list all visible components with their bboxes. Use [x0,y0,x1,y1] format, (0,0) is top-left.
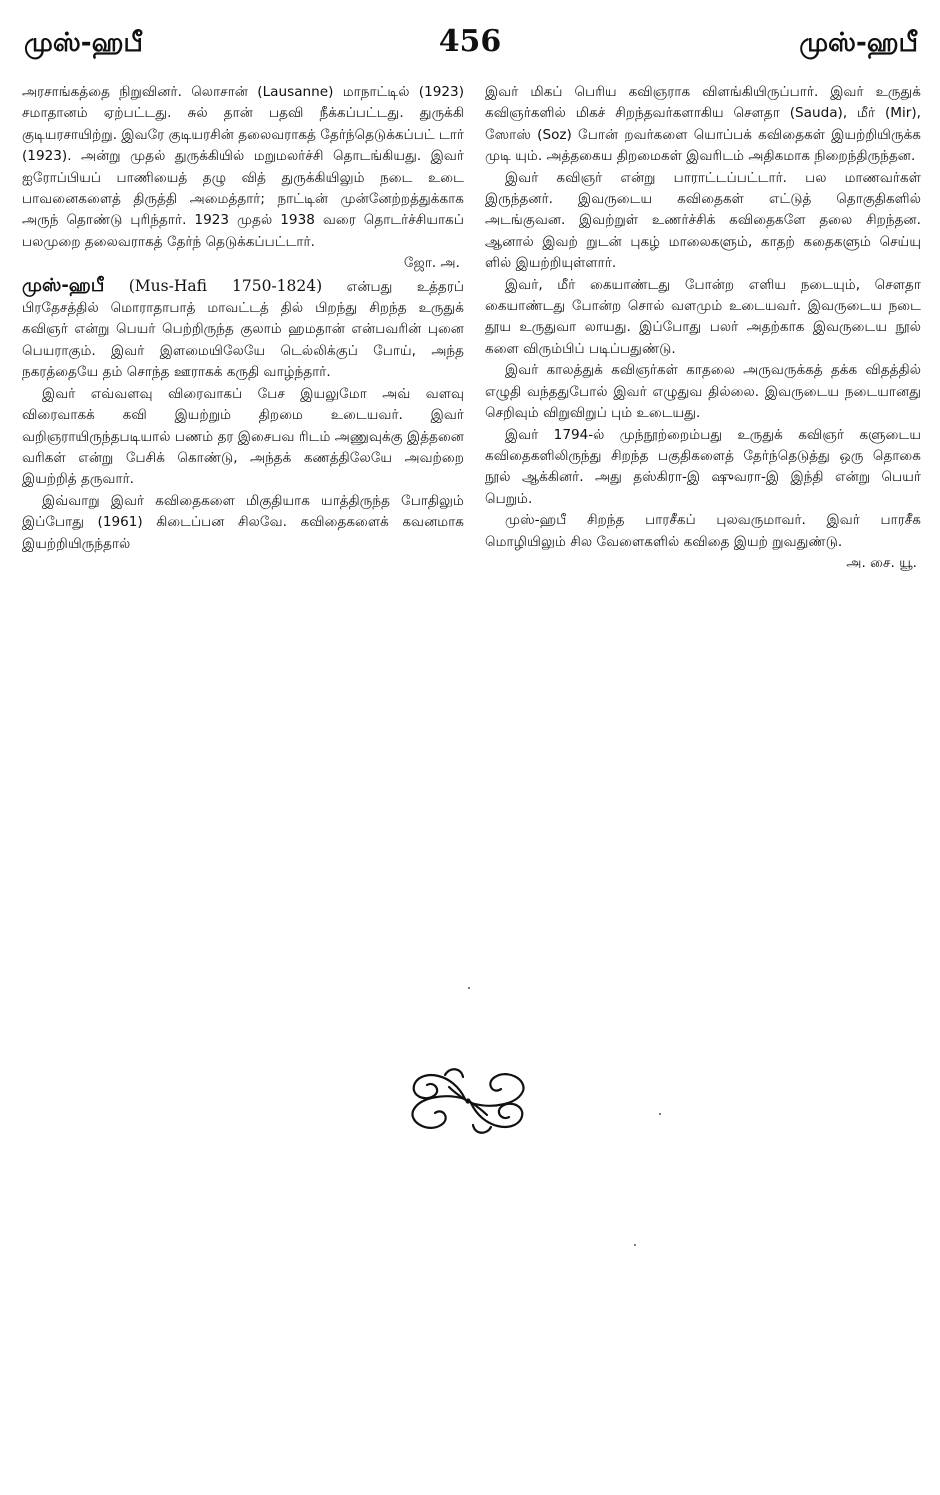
left-column [22,82,464,555]
paragraph: அரசாங்கத்தை நிறுவினர். லொசான் (Lausanne) மாநாட்டில் (1923) சமாதானம் ஏற்பட்டது. சுல் தான் பதவி நீக்கப்பட்டது. துருக்கி குடியரசாயிற்று. இவரே குடியரசின் தலைவராகத் தேர்ந்தெடுக்கப்பட் டார் (1923). அன்று முதல் துருக்கியில் மறுமலர்ச்சி தொடங்கியது. இவர் ஐரோப்பியப் பாணியைத் தழு வித் துருக்கியிலும் நடை உடை பாவனைகளைத் திருத்தி அமைத்தார்; நாட்டின் முன்னேற்றத்துக்காக அருந் தொண்டு புரிந்தார். 1923 முதல் 1938 வரை தொடர்ச்சியாகப் பலமுறை தலைவராகத் தேர்ந் தெடுக்கப்பட்டார். [22,84,464,250]
running-head-right: முஸ்-ஹபீ [799,28,918,58]
paragraph: இவர், மீர் கையாண்டது போன்ற எளிய நடையும், சௌதா கையாண்டது போன்ற சொல் வளமும் உடையவர். இவருடைய நடை தூய உருதுவா லாயது. இப்போது பலர் அதற்காக இவருடைய நூல் களை விரும்பிப் படிப்பதுண்டு. [485,276,921,357]
author-signature: ஜோ. அ. [403,255,460,272]
print-speck [468,987,470,989]
paragraph: இவர் 1794-ல் முந்நூற்றைம்பது உருதுக் கவிஞர் களுடைய கவிதைகளிலிருந்து சிறந்த பகுதிகளைத் தேர்ந்தெடுத்து ஒரு தொகை நூல் ஆக்கினர். அது தஸ்கிரா-இ ஷுவரா-இ இந்தி என்று பெயர் பெறும். [485,426,921,507]
paragraph: இவர் கவிஞர் என்று பாராட்டப்பட்டார். பல மாணவர்கள் இருந்தனர். இவருடைய கவிதைகள் எட்டுத் தொகுதிகளில் அடங்குவன. இவற்றுள் உணர்ச்சிக் கவிதைகளே தலை சிறந்தன. ஆனால் இவற் றுடன் புகழ் மாலைகளும், காதற் கதைகளும் செய்யு ளில் இயற்றியுள்ளார். [485,169,921,272]
entry-latin-name: (Mus-Hafi 1750-1824) [128,276,323,295]
print-speck [659,1113,661,1115]
paragraph: இவ்வாறு இவர் கவிதைகளை மிகுதியாக யாத்திருந்த போதிலும் இப்போது (1961) கிடைப்பன சிலவே. கவிதைகளைக் கவனமாக இயற்றியிருந்தால் [22,492,464,552]
right-column [485,82,921,574]
paragraph: முஸ்-ஹபீ சிறந்த பாரசீகப் புலவருமாவர். இவர் பாரசீக மொழியிலும் சில வேளைகளில் கவிதை இயற் றுவதுண்டு. [485,512,921,550]
running-head-left: முஸ்-ஹபீ [24,28,143,58]
paragraph: இவர் மிகப் பெரிய கவிஞராக விளங்கியிருப்பார். இவர் உருதுக் கவிஞர்களில் மிகச் சிறந்தவர்களாகிய சௌதா (Sauda), மீர் (Mir), ஸோஸ் (Soz) போன் றவர்களை யொப்பக் கவிதைகள் இயற்றியிருக்க முடி யும். அத்தகைய திறமைகள் இவரிடம் அதிகமாக நிறைந்திருந்தன. [485,84,921,165]
page-header [0,24,940,64]
author-signature: அ. சை. யூ. [846,554,917,571]
page-number: 456 [438,24,502,59]
entry-title: முஸ்-ஹபீ [22,274,105,296]
entry-text: என்பது உத்தரப் பிரதேசத்தில் மொராதாபாத் மாவட்டத் தில் பிறந்து சிறந்த உருதுக் கவிஞர் என்று பெயர் பெற்றிருந்த குலாம் ஹமதான் என்பவரின் புனை பெயராகும். இவர் இளமையிலேயே டெல்லிக்குப் போய், அந்த நகரத்தையே தம் சொந்த ஊராகக் கருதி வாழ்ந்தார். [22,278,465,381]
floral-ornament-icon [405,1063,531,1139]
paragraph: இவர் எவ்வளவு விரைவாகப் பேச இயலுமோ அவ் வளவு விரைவாகக் கவி இயற்றும் திறமை உடையவர். இவர் வறிஞராயிருந்தபடியால் பணம் தர இசைபவ ரிடம் அணுவுக்கு இத்தனை வரிகள் என்று பேசிக் கொண்டு, அந்தக் கணத்திலேயே அவற்றை இயற்றித் தருவார். [22,385,464,488]
print-speck [634,1244,636,1246]
entry-paragraph [22,275,464,384]
paragraph: இவர் காலத்துக் கவிஞர்கள் காதலை அருவருக்கத் தக்க விதத்தில் எழுதி வந்ததுபோல் இவர் எழுதுவ தில்லை. இவருடைய நடையானது செறிவும் விறுவிறுப் பும் உடையது. [485,362,921,422]
